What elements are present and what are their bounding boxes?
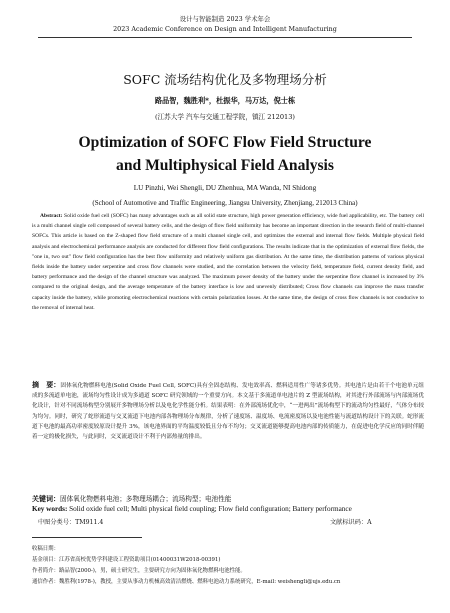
authors-en: LU Pinzhi, Wei Shengli, DU Zhenhua, MA Wanda, NI Shidong <box>133 184 317 192</box>
keywords-en <box>32 505 424 513</box>
title-en-line2: and Multiphysical Field Analysis <box>116 157 334 174</box>
header-rule <box>38 37 412 38</box>
conference-header-en: 2023 Academic Conference on Design and Intelligent Manufacturing <box>113 25 337 33</box>
footnote-funding: 基金项目：江苏省高校优势学科建设工程资助项目(01400031W2018-00391) <box>32 557 221 563</box>
affiliation-en: (School of Automotive and Traffic Engineering, Jiangsu University, Zhenjiang, 212013 China) <box>92 199 358 207</box>
keywords-cn <box>32 493 424 504</box>
document-code: 文献标识码：A <box>330 519 372 526</box>
footnote-author-bio: 作者简介：路品智(2000-)，男，硕士研究生，主要研究方向为固体氧化物燃料电池性能。 <box>32 568 246 574</box>
footnote-rule <box>32 537 142 538</box>
abstract-cn-text: 固体氧化物燃料电池(Solid Oxide Fuel Cell, SOFC)具有全固态结构、发电效率高、燃料适用性广等诸多优势。其电池片是由若干个电池单元组成的多流道单电池，流场均匀性设计成为多通道 SOFC 研究领域的一个重要方向。本文基于多流道单电池片的 Z 型流场结构，对其进行外部流场与内部流场优化设计，针对不同流场构型分别展开多物理场分析以及电化学性能分析。结果表明：在外部流场优化中，“一进两出”流场构型下的流动均匀性最好，气体分布较为均匀。同时，研究了蛇形流道与交叉流道下电池内部各物理场分布规律，分析了速度场、温度场、电流密度场以及电池性能与流道结构设计下的关联。蛇形流道下电池的最高功率密度较原设计提升 3%，该电池界面的平均温度较低且分布不均匀；交叉流道能够提高电池内部的传质能力，在促进电化学反应的同时伴随着一定的极化损失，与此同时，交叉流道设计不利于内部热量的排出。 <box>32 383 424 441</box>
footnote-received: 收稿日期： <box>32 546 59 552</box>
title-cn: SOFC 流场结构优化及多物理场分析 <box>123 72 327 87</box>
abstract-en-text: Solid oxide fuel cell (SOFC) has many advantages such as all solid state structure, high power generation efficiency, wide fuel applicability, etc. The battery cell is a multi channel single cell composed of several battery cells, and the design of flow field uniformity has become an important direction in the research field of multi-channel SOFCs. This article is based on the Z-shaped flow field structure of a multi channel single cell, and optimizes the external and internal flow fields. Multiple physical field analysis and electrochemical performance analysis are conducted for different flow field configurations. The results indicate that in the optimization of external flow fields, the "one in, two out" flow field configuration has the best flow uniformity and relatively uniform gas distribution. At the same time, the distribution patterns of various physical fields inside the battery under serpentine and cross flow channels were studied, and the correlation between the velocity field, temperature field, current density field, and battery performance and the design of the channel structure was analyzed. The maximum power density of the battery under the serpentine flow channel is increased by 3% compared to the original design, and the average temperature of the battery interface is low and unevenly distributed; Cross flow channels can improve the mass transfer capacity inside the battery, while promoting electrochemical reactions with certain polarization losses. At the same time, the design of cross flow channels is not conducive to the removal of internal heat. <box>32 213 424 311</box>
abstract-cn-label: 摘 要： <box>32 380 61 389</box>
abstract-en <box>32 211 424 313</box>
abstract-cn <box>32 380 424 442</box>
title-en-line1: Optimization of SOFC Flow Field Structure <box>78 134 372 151</box>
keywords-en-label: Key words: <box>32 505 68 513</box>
keywords-en-text: Solid oxide fuel cell; Multi physical field coupling; Flow field configuration; Battery performance <box>69 505 352 513</box>
clc-number: 中图分类号：TM911.4 <box>38 519 104 526</box>
footnote-corresponding: 通信作者：魏胜利(1978-)，教授，主要从事动力机械高效清洁燃烧、燃料电池动力系统研究，E-mail: weishengli@ujs.edu.cn <box>32 579 341 585</box>
abstract-en-label: Abstract: <box>40 213 63 219</box>
keywords-cn-label: 关键词： <box>32 494 60 503</box>
keywords-cn-text: 固体氧化物燃料电池；多物理场耦合；流场构型；电池性能 <box>60 495 232 503</box>
conference-header-cn: 设计与智能制造 2023 学术年会 <box>179 15 271 23</box>
authors-cn: 路品智，魏胜利*，杜振华，马万达，倪士栋 <box>154 96 296 105</box>
affiliation-cn: (江苏大学 汽车与交通工程学院，镇江 212013) <box>154 113 295 121</box>
